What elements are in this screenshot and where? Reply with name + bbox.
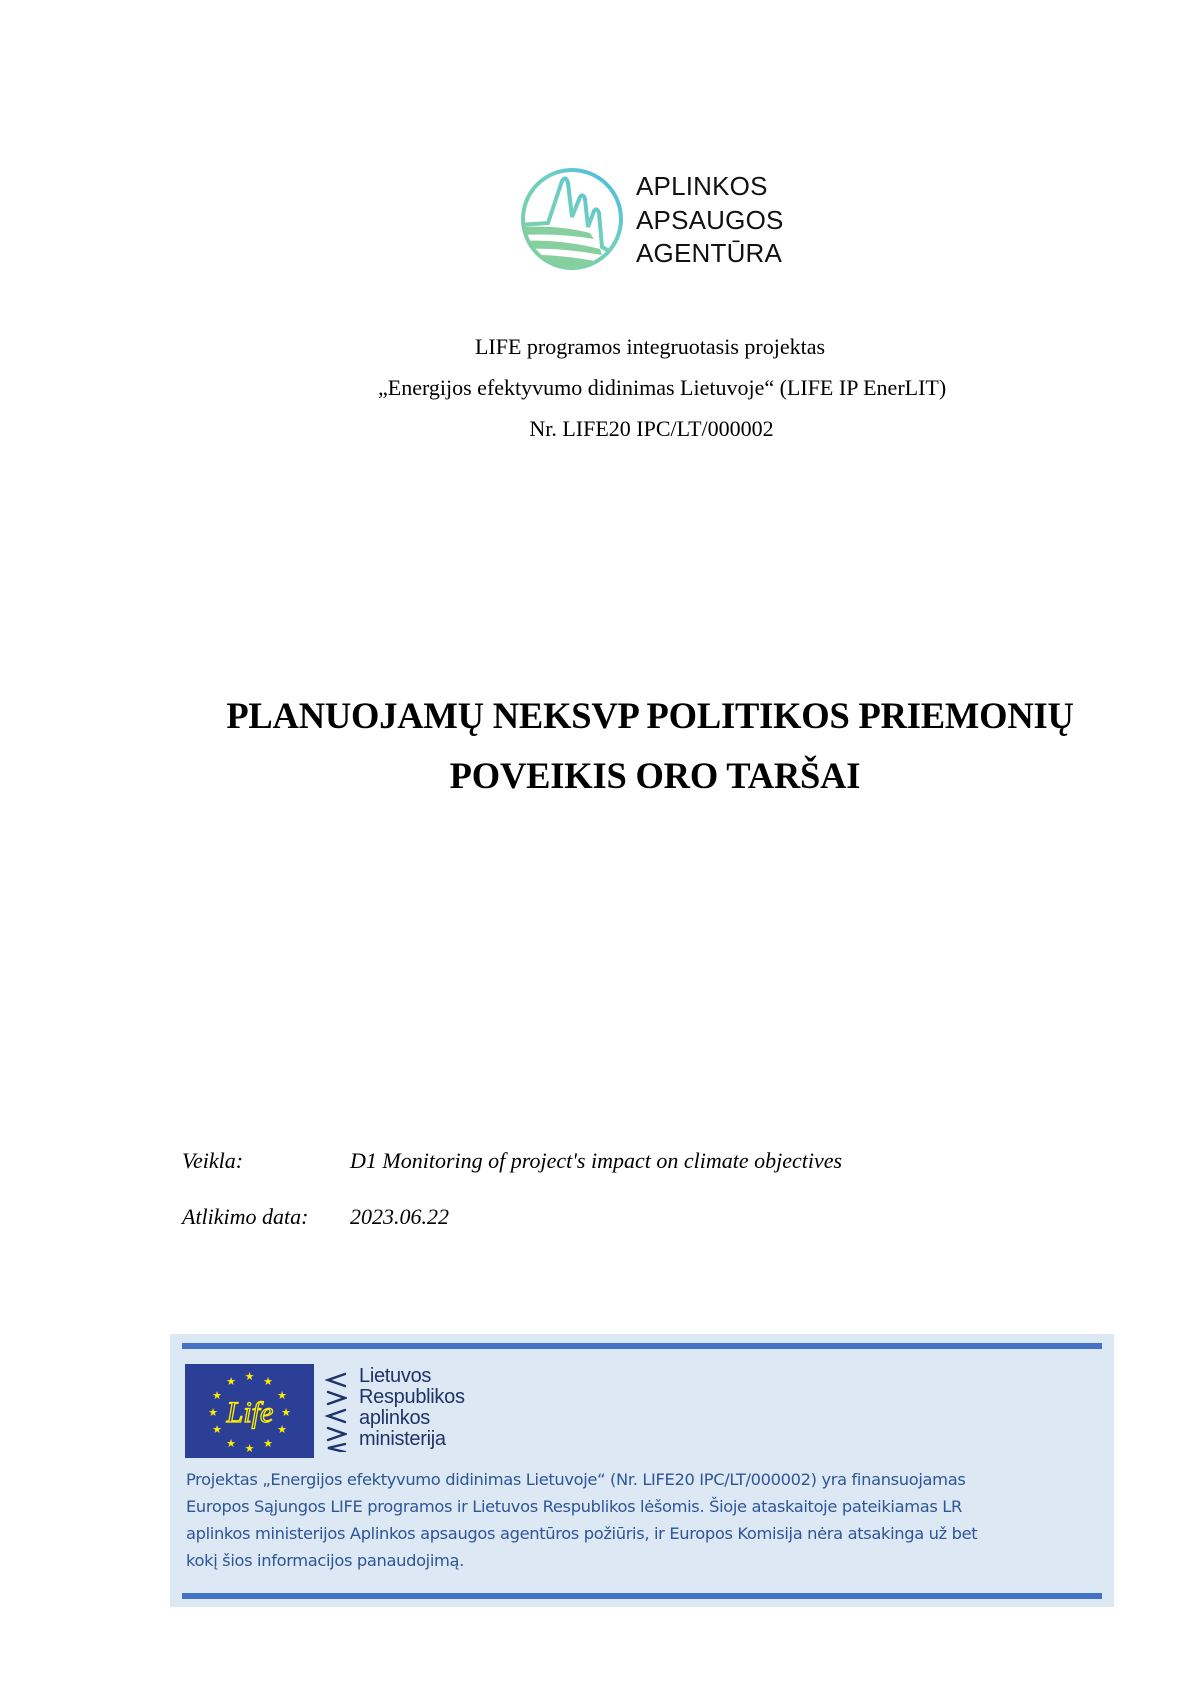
ministry-name-line: Lietuvos (359, 1365, 432, 1387)
svg-text:★: ★ (226, 1376, 236, 1388)
svg-text:★: ★ (208, 1407, 218, 1419)
ministry-waves-icon (325, 1372, 347, 1452)
svg-text:★: ★ (281, 1407, 291, 1419)
svg-text:★: ★ (244, 1443, 255, 1455)
project-number-line: Nr. LIFE20 IPC/LT/000002 (529, 416, 774, 441)
meta-value: D1 Monitoring of project's impact on climate objectives (350, 1148, 843, 1173)
agency-name-line: APLINKOS (636, 171, 768, 201)
svg-text:★: ★ (263, 1438, 273, 1450)
svg-text:★: ★ (263, 1376, 273, 1388)
funding-text-line: Projektas „Energijos efektyvumo didinimas Lietuvoje“ (Nr. LIFE20 IPC/LT/000002) yra finansuojamas (186, 1470, 966, 1489)
meta-value: 2023.06.22 (350, 1204, 449, 1229)
top-divider (182, 1343, 1102, 1349)
meta-label: Atlikimo data: (182, 1204, 309, 1229)
funding-disclaimer (186, 1466, 1106, 1574)
funding-text-line: aplinkos ministerijos Aplinkos apsaugos agentūros požiūris, ir Europos Komisija nėra atsakinga už bet (186, 1524, 978, 1543)
ministry-logo (325, 1366, 525, 1456)
life-logo-text: Life (226, 1396, 274, 1429)
ministry-name-line: aplinkos (359, 1407, 430, 1429)
meta-label: Veikla: (182, 1148, 244, 1173)
svg-text:★: ★ (226, 1438, 236, 1450)
svg-text:★: ★ (277, 1424, 287, 1436)
ministry-name-line: Respublikos (359, 1386, 465, 1408)
document-title-line-2: POVEIKIS ORO TARŠAI (449, 755, 861, 796)
ministry-name-line: ministerija (359, 1428, 446, 1450)
meta-row-date (0, 1204, 1191, 1230)
ministry-name (359, 1366, 465, 1450)
document-title-line-1: PLANUOJAMŲ NEKSVP POLITIKOS PRIEMONIŲ (226, 695, 1074, 736)
agency-name-line: AGENTŪRA (636, 238, 783, 268)
bottom-divider (182, 1593, 1102, 1599)
agency-name (636, 170, 784, 271)
svg-text:★: ★ (212, 1424, 222, 1436)
funding-text-line: kokį šios informacijos panaudojimą. (186, 1551, 464, 1570)
meta-row-activity (0, 1148, 1191, 1174)
project-program-line: LIFE programos integruotasis projektas (474, 334, 826, 359)
agency-name-line: APSAUGOS (636, 204, 784, 235)
eu-life-logo-icon (185, 1364, 314, 1458)
funding-text-line: Europos Sąjungos LIFE programos ir Lietuvos Respublikos lėšomis. Šioje ataskaitoje pateikiamas LR (186, 1497, 962, 1516)
project-name-line: „Energijos efektyvumo didinimas Lietuvoje“ (LIFE IP EnerLIT) (378, 375, 947, 400)
funding-notice-box (170, 1334, 1114, 1607)
svg-text:★: ★ (277, 1390, 287, 1402)
svg-text:★: ★ (212, 1390, 222, 1402)
agency-logo-icon (520, 167, 624, 271)
svg-text:★: ★ (244, 1371, 255, 1383)
